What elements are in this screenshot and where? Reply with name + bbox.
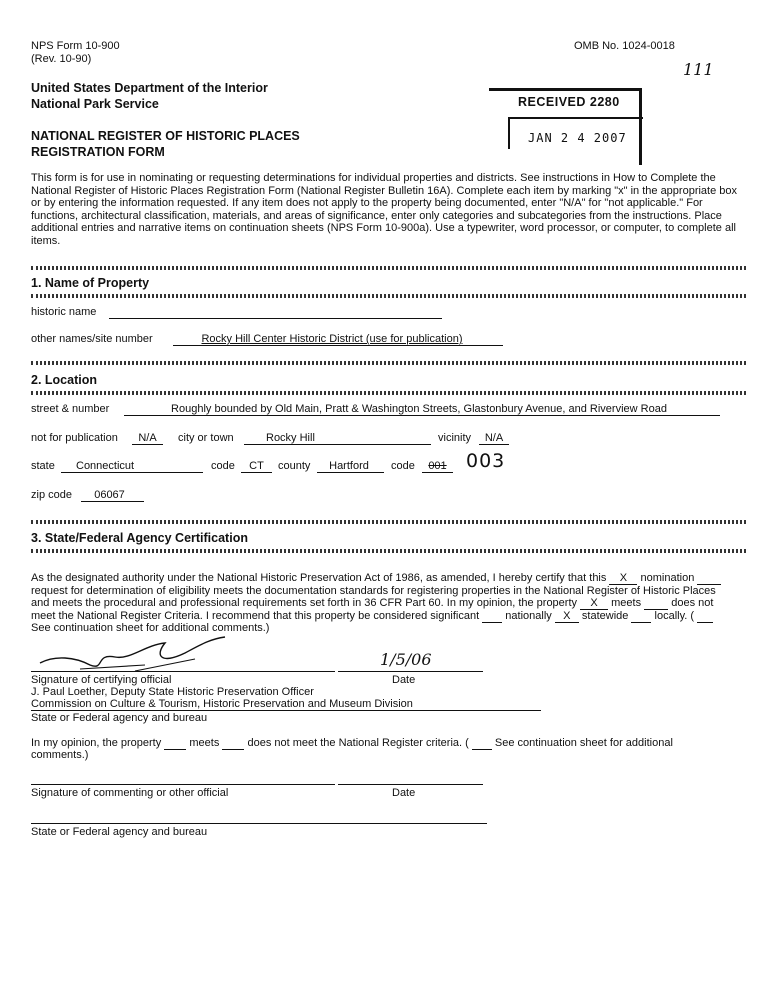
commenting-date-line[interactable]	[338, 784, 483, 785]
county-code-value: 001	[428, 460, 447, 472]
cert-line-3	[31, 597, 713, 610]
cert-statewide-label: statewide	[581, 610, 629, 622]
signature-line[interactable]	[31, 671, 335, 672]
historic-name-field[interactable]	[109, 318, 442, 319]
opinion-text-c: does not meet the National Register criteria. (	[247, 737, 469, 749]
date-line[interactable]	[338, 671, 483, 672]
historic-name-label: historic name	[31, 306, 97, 318]
other-names-label: other names/site number	[31, 333, 153, 345]
street-label: street & number	[31, 403, 110, 415]
county-value: Hartford	[329, 460, 369, 472]
commenting-date-label: Date	[392, 787, 416, 799]
eligibility-checkbox[interactable]	[697, 572, 721, 585]
signature-date-value: 1/5/06	[380, 650, 432, 669]
agency-name: National Park Service	[31, 97, 159, 111]
opinion-meets-checkbox[interactable]	[164, 737, 186, 750]
form-title: NATIONAL REGISTER OF HISTORIC PLACES	[31, 129, 300, 143]
opinion-text-a: In my opinion, the property	[31, 737, 162, 749]
opinion-does-not-meet-checkbox[interactable]	[222, 737, 244, 750]
section-divider	[31, 294, 746, 298]
not-for-publication-label: not for publication	[31, 432, 118, 444]
other-names-field[interactable]	[173, 345, 503, 346]
vicinity-field[interactable]	[479, 444, 509, 445]
cert-line-5: See continuation sheet for additional comments.)	[31, 622, 270, 634]
agency-label: State or Federal agency and bureau	[31, 712, 208, 724]
commenting-signature-line[interactable]	[31, 784, 335, 785]
does-not-meet-checkbox[interactable]	[644, 597, 668, 610]
cert-does-not-label: does not	[671, 597, 714, 609]
county-code-field[interactable]	[422, 472, 453, 473]
cert-line-3-text: and meets the procedural and professional requirements set forth in 36 CFR Part 60. In my opinion, the property	[31, 597, 578, 609]
locally-checkbox[interactable]	[631, 610, 651, 623]
cert-line-2: request for determination of eligibility meets the documentation standards for registering properties in the National Register of Historic Places	[31, 585, 716, 597]
cert-line-1-text: As the designated authority under the National Historic Preservation Act of 1986, as amended, I hereby certify that this	[31, 572, 607, 584]
opinion-meets-label: meets	[189, 737, 220, 749]
not-for-publication-field[interactable]	[132, 444, 163, 445]
state-code-label: code	[211, 460, 235, 472]
received-stamp-text: RECEIVED 2280	[518, 95, 620, 109]
vicinity-value: N/A	[484, 432, 504, 444]
section-divider	[31, 266, 746, 270]
statewide-checkbox[interactable]: X	[555, 610, 579, 623]
received-stamp-date: JAN 2 4 2007	[528, 131, 627, 145]
other-names-value: Rocky Hill Center Historic District (use for publication)	[201, 333, 463, 345]
agency-line[interactable]	[31, 710, 541, 711]
meets-checkbox[interactable]: X	[580, 597, 608, 610]
form-id: NPS Form 10-900	[31, 40, 120, 52]
zip-label: zip code	[31, 489, 72, 501]
state-field[interactable]	[61, 472, 203, 473]
certifying-official-signature	[35, 635, 235, 675]
section-divider	[31, 549, 746, 553]
cert-locally-label: locally. (	[654, 610, 695, 622]
continuation-checkbox[interactable]	[697, 610, 713, 623]
agency-name-value: Commission on Culture & Tourism, Historic Preservation and Museum Division	[31, 698, 413, 710]
date-label: Date	[392, 674, 416, 686]
state-code-field[interactable]	[241, 472, 272, 473]
omb-number: OMB No. 1024-0018	[574, 40, 675, 52]
county-code-label: code	[391, 460, 415, 472]
street-field[interactable]	[124, 415, 720, 416]
zip-value: 06067	[94, 489, 125, 501]
state-code-value: CT	[249, 460, 264, 472]
section-divider	[31, 520, 746, 524]
section-1-heading: 1. Name of Property	[31, 276, 150, 290]
street-value: Roughly bounded by Old Main, Pratt & Washington Streets, Glastonbury Avenue, and Riverview Road	[171, 403, 667, 415]
city-field[interactable]	[244, 444, 431, 445]
vicinity-label: vicinity	[438, 432, 472, 444]
city-value: Rocky Hill	[266, 432, 315, 444]
zip-field[interactable]	[81, 501, 144, 502]
section-2-heading: 2. Location	[31, 373, 97, 387]
official-name: J. Paul Loether, Deputy State Historic Preservation Officer	[31, 686, 314, 698]
nomination-checkbox[interactable]: X	[609, 572, 637, 585]
commenting-signature-label: Signature of commenting or other official	[31, 787, 229, 799]
nationally-checkbox[interactable]	[482, 610, 502, 623]
signature-label: Signature of certifying official	[31, 674, 172, 686]
instructions-paragraph: This form is for use in nominating or requesting determinations for individual properties and districts. See instructions in How to Complete the National Register of Historic Places Registration Form (National Register Bulletin 16A). Complete each item by marking "x" in the appropriate box or by entering the information requested. If any item does not apply to the property being documented, enter "N/A" for "not applicable." For functions, architectural classification, materials, and areas of significance, enter only categories and subcategories from the instructions. Place additional entries and narrative items on continuation sheets (NPS Form 10-900a). Use a typewriter, word processor, or computer, to complete all items.	[31, 172, 738, 247]
county-field[interactable]	[317, 472, 384, 473]
department-name: United States Department of the Interior	[31, 81, 268, 95]
not-for-publication-value: N/A	[138, 432, 157, 444]
opinion-text-d: See continuation sheet for additional	[494, 737, 673, 749]
state-label: state	[31, 460, 55, 472]
opinion-line	[31, 737, 673, 750]
cert-nationally-label: nationally	[505, 610, 552, 622]
opinion-continuation-checkbox[interactable]	[472, 737, 492, 750]
county-code-handwritten: 003	[466, 450, 506, 472]
state-value: Connecticut	[76, 460, 135, 472]
cert-line-4-text: meet the National Register Criteria. I recommend that this property be considered significant	[31, 610, 480, 622]
section-3-heading: 3. State/Federal Agency Certification	[31, 531, 248, 545]
section-divider	[31, 361, 746, 365]
handwritten-annotation: 111	[683, 60, 714, 79]
cert-meets-label: meets	[611, 597, 642, 609]
commenting-agency-label: State or Federal agency and bureau	[31, 826, 208, 838]
opinion-text-e: comments.)	[31, 749, 89, 761]
county-label: county	[278, 460, 311, 472]
cert-nomination-label: nomination	[640, 572, 695, 584]
city-label: city or town	[178, 432, 234, 444]
form-subtitle: REGISTRATION FORM	[31, 145, 165, 159]
cert-line-1	[31, 572, 721, 585]
section-divider	[31, 391, 746, 395]
commenting-agency-line[interactable]	[31, 823, 487, 824]
form-revision: (Rev. 10-90)	[31, 53, 92, 65]
